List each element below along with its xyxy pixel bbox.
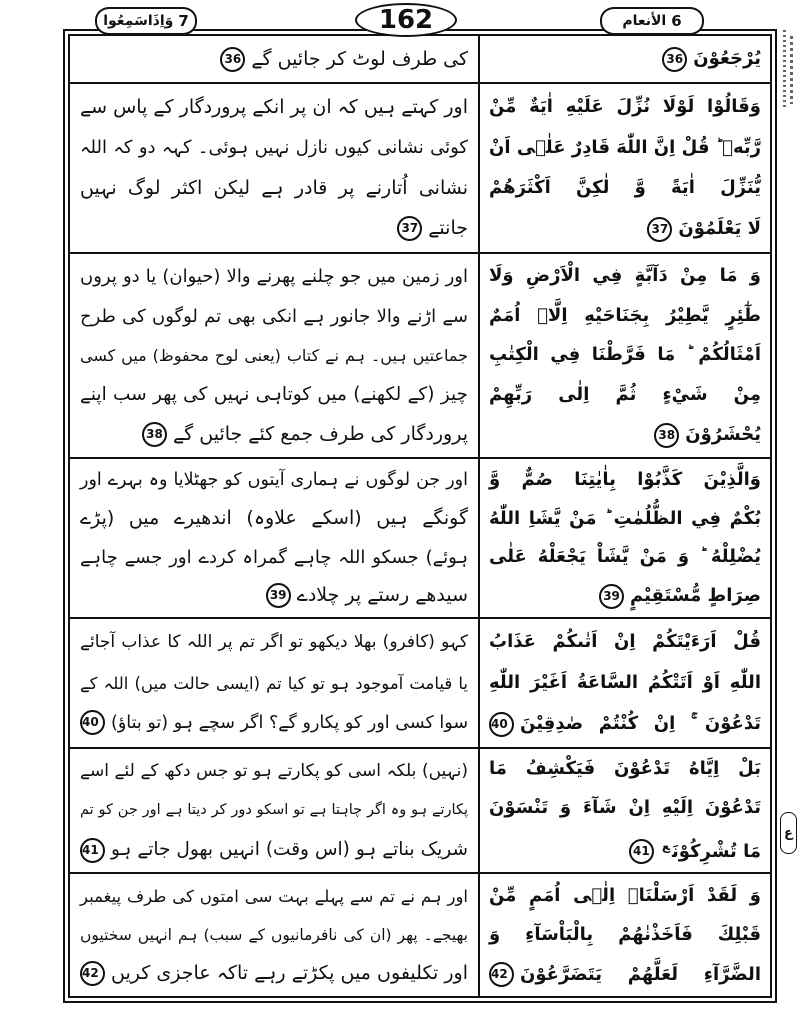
urdu-line [70,957,478,990]
verse-row-37 [70,82,770,252]
urdu-line: اور جن لوگوں نے ہماری آیتوں کو جھٹلایا وہ بہرے اور [80,470,468,491]
ayah-number-marker: 42 [80,961,105,986]
juz-number: 7 [178,12,189,30]
arabic-line: وَقَالُوْا لَوْلَا نُزِّلَ عَلَيْهِ اٰيَةٌ مِّنْ [489,95,761,117]
verse-row-41 [70,747,770,872]
arabic-line-text: يُحْشَرُوْنَ [685,424,761,446]
ayah-number-marker: 42 [489,962,514,987]
surah-name: الأنعام [622,13,667,29]
urdu-translation-column [70,84,478,252]
ayah-number-marker: 36 [662,47,687,72]
urdu-line [70,43,478,76]
urdu-translation-column [70,459,478,617]
urdu-translation-column [70,619,478,747]
arabic-line: طٰٓئِرٍ يَّطِيْرُ بِجَنَاحَيْهِ اِلَّاۤ اُمَمٌ [489,304,761,326]
ayah-number-marker: 39 [266,583,291,608]
urdu-translation-column [70,36,478,82]
arabic-line-text: تَدْعُوْنَ ۚ اِنْ كُنْتُمْ صٰدِقِيْنَ [520,713,761,734]
verse-row-39 [70,457,770,617]
arabic-line [480,211,770,247]
urdu-line: اور زمین میں جو چلنے پھرنے والا (حیوان) یا دو پروں [80,266,468,288]
ruku-sign: ع [661,838,671,853]
urdu-line: کہو (کافرو) بھلا دیکھو تو اگر تم پر اللہ کا عذاب آجائے [80,632,468,653]
urdu-line-text: کی طرف لوٹ کر جائیں گے [251,47,468,70]
page-number: 162 [355,3,457,37]
verse-row-38 [70,252,770,457]
ayah-number-marker: 37 [397,216,422,241]
urdu-line: گونگے ہیں (اسکے علاوہ) اندھیرے میں (پڑے [80,507,468,530]
urdu-translation-column [70,749,478,872]
arabic-line: رَّبِّهٖ ؕ قُلْ اِنَّ اللّٰهَ قَادِرٌ عَلٰۤى اَنْ [489,136,761,158]
urdu-line-text: سوا کسی اور کو پکارو گے؟ اگر سچے ہو (تو بتاؤ) [111,712,468,733]
arabic-line [480,957,770,993]
margin-ruku-marker: ع [780,812,797,854]
arabic-line-text: الضَّرَّآءِ لَعَلَّهُمْ يَتَضَرَّعُوْنَ [520,963,761,985]
urdu-line: اور کہتے ہیں کہ ان پر انکے پروردگار کے پاس سے [80,96,468,119]
urdu-line: کوئی نشانی کیوں نازل نہیں ہوئی۔ کہہ دو کہ اللہ [80,137,468,159]
verse-row-36 [70,36,770,82]
verse-row-42 [70,872,770,996]
urdu-line [70,833,478,866]
arabic-line: قُلْ اَرَءَيْتَكُمْ اِنْ اَتٰىكُمْ عَذَابُ [489,631,761,652]
arabic-line-text: لَا يَعْلَمُوْنَ [678,218,761,240]
urdu-line: پکارتے ہو وہ اگر چاہتا ہے تو اسکو دور کر دیتا ہے اور جن کو تم [80,802,468,818]
urdu-line-text: اور تکلیفوں میں پکڑتے رہے تاکہ عاجزی کریں [111,962,468,985]
arabic-line: قَبْلِكَ فَاَخَذْنٰهُمْ بِالْبَاْسَآءِ وَ [489,924,761,945]
urdu-line-text: پروردگار کی طرف جمع کئے جائیں گے [173,422,468,445]
arabic-line: وَالَّذِيْنَ كَذَّبُوْا بِاٰيٰتِنَا صُمٌّ وَّ [489,468,761,490]
arabic-text-column [478,619,770,747]
arabic-line [480,706,770,742]
arabic-line-text: مَا تُشْرِكُوْنَ [672,840,761,862]
arabic-line [480,41,770,77]
arabic-line: تَدْعُوْنَ اِلَيْهِ اِنْ شَآءَ وَ تَنْسَوْنَ [489,796,761,818]
margin-note-mark [781,30,795,110]
urdu-line: اور ہم نے تم سے پہلے بہت سی امتوں کی طرف پیغمبر [80,886,468,906]
urdu-line [70,418,478,451]
ayah-number-marker: 40 [80,710,105,735]
urdu-line [70,707,478,740]
arabic-line [480,578,770,614]
arabic-text-column [478,84,770,252]
juz-name-box [95,7,197,35]
arabic-line: بُكْمٌ فِي الظُّلُمٰتِ ؕ مَنْ يَّشَاِ اللّٰهُ [489,507,761,529]
urdu-line [70,212,478,245]
ayah-number-marker: 41 [80,838,105,863]
ayah-number-marker: 39 [599,584,624,609]
verse-row-40 [70,617,770,747]
arabic-line [480,417,770,453]
urdu-line [70,579,478,612]
urdu-line: نشانی اُتارنے پر قادر ہے لیکن اکثر لوگ نہیں [80,176,468,199]
arabic-text-column [478,254,770,457]
urdu-line: (نہیں) بلکہ اسی کو پکارتے ہو تو جس دکھ کے لئے اسے [80,761,468,781]
urdu-line-text: شریک بناتے ہو (اس وقت) انہیں بھول جاتے ہو [111,839,468,860]
urdu-translation-column [70,874,478,996]
surah-number: 6 [671,12,682,30]
page-text-frame [68,34,772,998]
arabic-line: وَ مَا مِنْ دَآبَّةٍ فِي الْاَرْضِ وَلَا [489,264,761,286]
arabic-line-text: يُرْجَعُوْنَ [693,48,761,69]
arabic-line: اَمْثَالُكُمْ ؕ مَا فَرَّطْنَا فِي الْكِتٰبِ [489,344,761,366]
urdu-line: چیز (کے لکھنے) میں کوتاہی نہیں کی پھر سب اپنے [80,384,468,406]
juz-name: وَاِذَاسَمِعُوا [103,13,174,29]
arabic-line: بَلْ اِيَّاهُ تَدْعُوْنَ فَيَكْشِفُ مَا [489,758,761,780]
ayah-number-marker: 38 [654,423,679,448]
urdu-line: یا قیامت آموجود ہو تو کیا تم (ایسی حالت میں) اللہ کے [80,673,468,693]
urdu-line: ہوئے) جسکو اللہ چاہے گمراہ کردے اور جسے چاہے [80,546,468,568]
arabic-text-column [478,36,770,82]
arabic-line: وَ لَقَدْ اَرْسَلْنَاۤ اِلٰۤى اُمَمٍ مِّنْ [489,884,761,906]
urdu-translation-column [70,254,478,457]
arabic-line [480,828,770,870]
arabic-line: يُّنَزِّلَ اٰيَةً وَّ لٰكِنَّ اَكْثَرَهُمْ [489,177,761,199]
urdu-line: سے اڑنے والا جانور ہے انکی بھی تم لوگوں کی طرح [80,305,468,327]
urdu-line: جماعتیں ہیں۔ ہم نے کتاب (یعنی لوح محفوظ) میں کسی [80,345,468,365]
arabic-line-text: صِرَاطٍ مُّسْتَقِيْمٍ [630,585,761,607]
arabic-line: يُضْلِلْهُ ؕ وَ مَنْ يَّشَاْ يَجْعَلْهُ عَلٰى [489,546,761,568]
ayah-number-marker: 41 [629,839,654,864]
arabic-text-column [478,459,770,617]
arabic-text-column [478,874,770,996]
urdu-line-text: سیدھے رستے پر چلادے [296,583,468,606]
ayah-number-marker: 40 [489,712,514,737]
ayah-number-marker: 37 [647,217,672,242]
ayah-number-marker: 38 [142,422,167,447]
surah-name-box [600,7,704,35]
arabic-line: مِنْ شَيْءٍ ثُمَّ اِلٰى رَبِّهِمْ [489,384,761,406]
arabic-line: اللّٰهِ اَوْ اَتَتْكُمُ السَّاعَةُ اَغَيْرَ اللّٰهِ [489,672,761,693]
urdu-line-text: جانتے [428,216,468,239]
ayah-number-marker: 36 [220,47,245,72]
arabic-text-column [478,749,770,872]
urdu-line: بھیجے۔ پھر (ان کی نافرمانیوں کے سبب) ہم انہیں سختیوں [80,925,468,944]
